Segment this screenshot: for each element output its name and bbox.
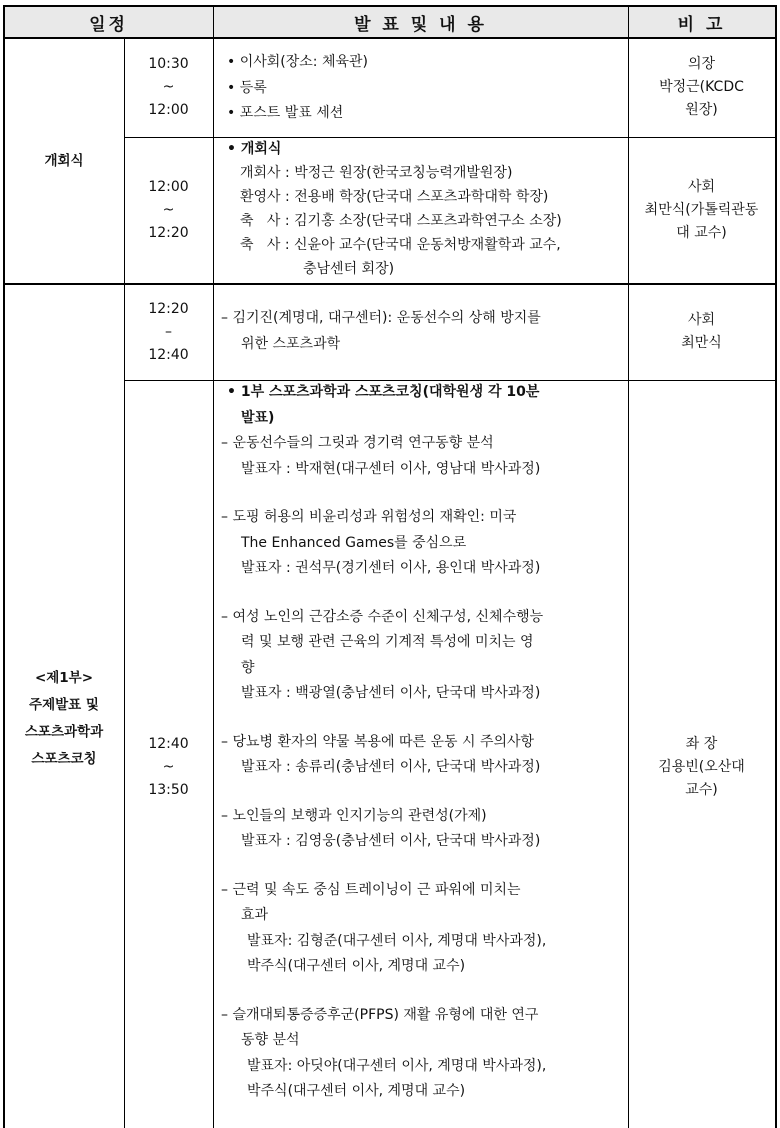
border-top <box>3 5 776 7</box>
session-opening <box>4 38 124 284</box>
note-name: 최만식 <box>681 335 722 351</box>
note-role: 의장 <box>687 56 716 72</box>
row3-note <box>628 284 775 380</box>
presentation-title: – 근력 및 속도 중심 트레이닝이 근 파워에 미치는 <box>221 881 521 898</box>
list-item: 개회사 : 박정근 원장(한국코칭능력개발원장) <box>240 165 513 181</box>
time-end: 13:50 <box>148 781 189 798</box>
presentation-title: 향 <box>241 659 255 676</box>
list-item: • 등록 <box>227 79 267 96</box>
presenter: 발표자 : 권석무(경기센터 이사, 용인대 박사과정) <box>241 560 541 576</box>
header-divider <box>3 37 776 39</box>
row2-note <box>628 137 775 284</box>
presentation-title: The Enhanced Games를 중심으로 <box>241 534 467 551</box>
col-divider <box>124 38 125 1128</box>
presentation-title: – 도핑 허용의 비윤리성과 위험성의 재확인: 미국 <box>221 509 517 525</box>
header-remarks: 비 고 <box>628 6 775 38</box>
time-end: 12:40 <box>148 346 189 363</box>
presentation-title: – 운동선수들의 그릿과 경기력 연구동향 분석 <box>221 435 494 451</box>
note-role: 좌 장 <box>685 735 718 752</box>
row2-time <box>124 137 213 284</box>
session-opening-label: 개회식 <box>44 152 84 169</box>
presentation-item <box>221 804 628 855</box>
row1-content <box>213 38 628 137</box>
row3-time <box>124 284 213 380</box>
note-name: 대 교수) <box>676 225 727 241</box>
row4-note <box>628 380 775 1124</box>
presentation-item <box>221 878 628 980</box>
item-title: • 개회식 <box>227 141 282 157</box>
row-divider <box>124 380 776 381</box>
header-schedule: 일정 <box>4 6 213 38</box>
note-name: 교수) <box>685 781 718 798</box>
border-right <box>775 5 777 1128</box>
presenter: 발표자: 아딧야(대구센터 이사, 계명대 박사과정), <box>247 1057 547 1074</box>
list-item: 위한 스포츠과학 <box>241 335 341 352</box>
note-name: 최만식(가톨릭관동 <box>644 202 759 218</box>
presentation-title: – 노인들의 보행과 인지기능의 관련성(가제) <box>221 807 487 824</box>
presenter: 발표자 : 박재현(대구센터 이사, 영남대 박사과정) <box>241 460 541 477</box>
row3-content <box>213 284 628 380</box>
time-separator: ~ <box>162 758 175 775</box>
presenter: 박주식(대구센터 이사, 계명대 교수) <box>247 958 466 974</box>
presentation-item <box>221 730 628 781</box>
note-role: 사회 <box>687 312 716 328</box>
presentation-title: 력 및 보행 관련 근육의 기계적 특성에 미치는 영 <box>241 634 534 650</box>
time-separator: – <box>164 323 172 340</box>
row1-note <box>628 38 775 137</box>
presentation-title: – 여성 노인의 근감소증 수준이 신체구성, 신체수행능 <box>221 608 544 625</box>
time-start: 10:30 <box>148 56 189 72</box>
session-part1-line: <제1부> <box>34 670 94 686</box>
list-item: 축 사 : 신윤아 교수(단국대 운동처방재활학과 교수, <box>240 237 561 253</box>
note-name: 원장) <box>685 102 718 118</box>
session-part1-line: 스포츠코칭 <box>31 751 97 767</box>
note-name: 김용빈(오산대 <box>658 758 745 775</box>
list-item: 축 사 : 김기홍 소장(단국대 스포츠과학연구소 소장) <box>240 213 562 229</box>
note-name: 박정근(KCDC <box>659 79 744 95</box>
list-item: 충남센터 회장) <box>303 261 395 277</box>
session-part1-line: 스포츠과학과 <box>24 724 104 740</box>
item-title: 발표) <box>241 409 275 426</box>
col-divider <box>213 5 214 1128</box>
section-divider <box>3 283 776 285</box>
time-end: 12:20 <box>148 225 189 241</box>
presenter: 박주식(대구센터 이사, 계명대 교수) <box>247 1083 466 1099</box>
col-divider <box>628 5 629 1128</box>
row4-content <box>213 380 628 1124</box>
presentation-item <box>221 1003 628 1105</box>
presenter: 발표자: 김형준(대구센터 이사, 계명대 박사과정), <box>247 932 547 949</box>
presentation-item <box>221 505 628 582</box>
presentation-title: 동향 분석 <box>241 1032 300 1048</box>
session-part1-line: 주제발표 및 <box>29 697 99 713</box>
row-divider <box>124 137 776 138</box>
time-start: 12:00 <box>148 179 189 195</box>
presentation-title: – 당뇨병 환자의 약물 복용에 따른 운동 시 주의사항 <box>221 733 535 750</box>
row1-time <box>124 38 213 137</box>
presentation-item <box>221 605 628 707</box>
time-separator: ~ <box>162 202 175 218</box>
presenter: 발표자 : 송류리(충남센터 이사, 단국대 박사과정) <box>241 759 541 775</box>
presentation-title: – 슬개대퇴통증증후군(PFPS) 재활 유형에 대한 연구 <box>221 1006 539 1023</box>
time-start: 12:20 <box>148 300 189 317</box>
list-item: • 이사회(장소: 체육관) <box>227 54 368 70</box>
row2-content <box>213 137 628 284</box>
presentation-item <box>221 431 628 482</box>
time-end: 12:00 <box>148 102 189 118</box>
session-part1 <box>4 284 124 1124</box>
presenter: 발표자 : 김영웅(충남센터 이사, 단국대 박사과정) <box>241 833 541 849</box>
note-role: 사회 <box>687 179 716 195</box>
list-item: – 김기진(계명대, 대구센터): 운동선수의 상해 방지를 <box>221 310 541 326</box>
presenter: 발표자 : 백광열(충남센터 이사, 단국대 박사과정) <box>241 685 541 701</box>
time-separator: ~ <box>162 79 175 95</box>
border-left <box>3 5 5 1128</box>
list-item: • 포스트 발표 세션 <box>227 105 344 121</box>
time-start: 12:40 <box>148 735 189 752</box>
header-content: 발 표 및 내 용 <box>213 6 628 38</box>
list-item: 환영사 : 전용배 학장(단국대 스포츠과학대학 학장) <box>240 189 549 205</box>
item-title: • 1부 스포츠과학과 스포츠코칭(대학원생 각 10분 <box>227 384 540 400</box>
presentation-title: 효과 <box>241 907 269 923</box>
row4-time <box>124 380 213 1124</box>
